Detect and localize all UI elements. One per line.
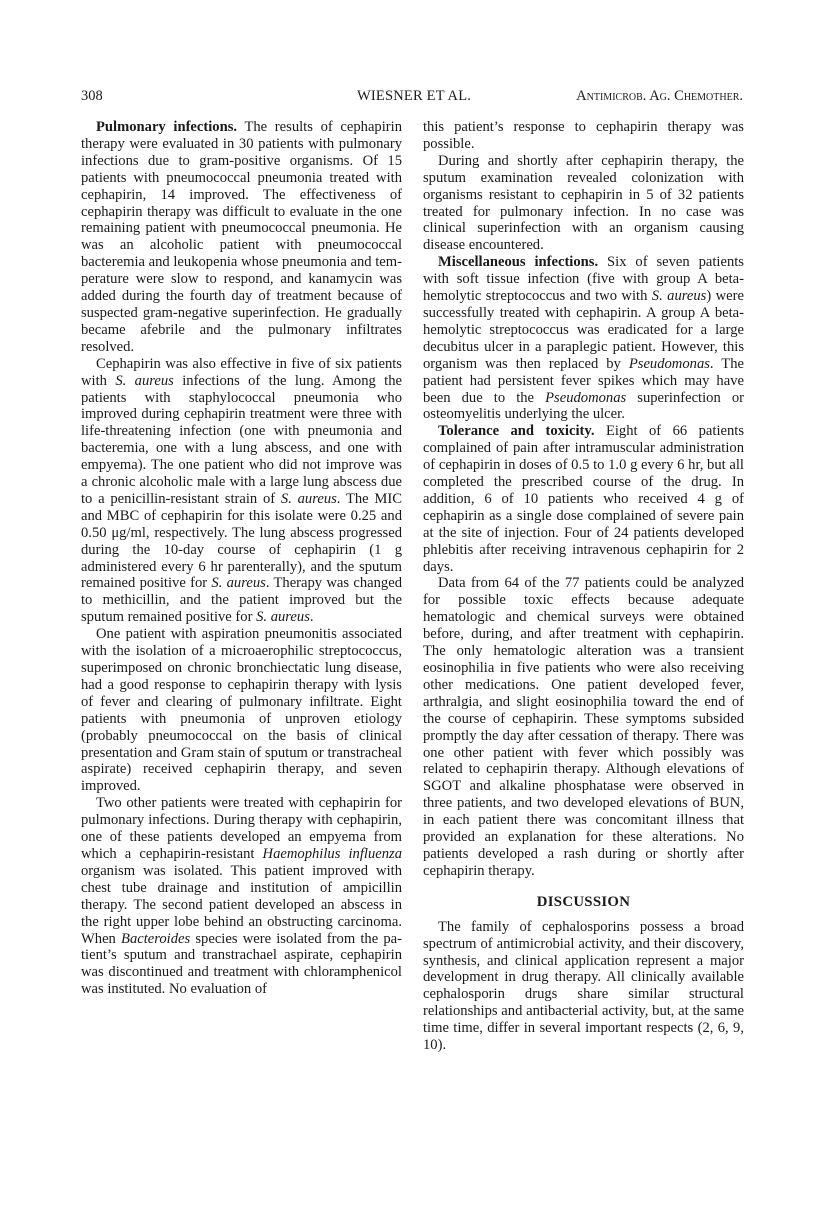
left-column <box>81 119 402 998</box>
organism-name: Pseudomonas <box>545 389 627 406</box>
running-header <box>81 88 743 108</box>
text-span: . The patient had persistent fever spikes which may have been due to the <box>423 355 744 406</box>
section-heading-discussion: DISCUSSION <box>536 893 631 910</box>
text-span: superinfection or osteomyelitis underlying the ulcer. <box>423 389 744 423</box>
organism-name: S. aureus <box>211 575 266 592</box>
text-span: Two other patients were treated with cephapirin for pulmonary infections. During therapy with cephapirin, one of these patients developed an empyema from which a cephapirin-resistant <box>81 795 402 862</box>
organism-name: S. aureus <box>256 609 310 626</box>
text-span: organism was isolated. This patient improved with chest tube drainage and institution of ampicillin therapy. The second patient developed an abscess in the right upper lobe behind an obstructing carcinoma. When <box>81 862 402 947</box>
text-span: ) were successfully treated with cephapirin. A group A beta-hemolytic streptococcus was eradicated for a large decubitus ulcer in a paraplegic patient. However, this organism was then replaced by <box>423 288 744 372</box>
page-number: 308 <box>81 88 103 104</box>
text-span: . Therapy was changed to methicillin, and the patient improved but the sputum remained positive for <box>81 575 402 626</box>
paragraph-miscellaneous-infections <box>423 254 744 423</box>
text-span: Six of seven patients with soft tissue infection (five with group A beta-hemolytic streptococcus and two with <box>423 254 744 305</box>
organism-name: S. aureus <box>280 490 337 507</box>
organism-name: S. aureus <box>115 372 174 389</box>
paragraph-continuation: this patient’s response to cephapirin therapy was possible. <box>423 119 744 152</box>
paragraph-discussion: The family of cephalosporins possess a broad spectrum of antimicrobial activity, and their discovery, synthesis, and clinical application represent a major development in drug therapy. All clinically available cephalosporin drugs share similar structural relationships and antibacterial activity, but, at the same time time, differ in several important respects (2, 6, 9, 10). <box>423 918 744 1054</box>
paragraph-text: The results of cephapirin therapy were evaluated in 30 patients with pulmonary infections due to gram-positive organisms. Of 15 patients with pneumococcal pneumonia treated with cephapirin, 14 improved. The effectiveness of cephapirin therapy was difficult to evaluate in the one remaining patient with pneumococcal pneumonia. He was an alcoholic patient with pneumococcal bacteremia and leukopenia whose pneumonia and temperature were slow to respond, and kanamycin was added during the fourth day of treatment because of suspected gram-negative superinfection. He gradually became afebrile and the pulmonary infiltrates resolved. <box>81 119 402 355</box>
text-span: species were isolated from the patient’s sputum and transtrachael aspirate, cephapirin was discontinued and treatment with chloramphenicol was instituted. No evaluation of <box>81 930 403 998</box>
paragraph-sputum-colonization: During and shortly after cephapirin therapy, the sputum examination revealed colonization with organisms resistant to cephapirin in 5 of 32 patients treated for pulmonary infection. In no case was clinical superinfection with an organism causing disease encountered. <box>423 152 744 254</box>
journal-title: Antimicrob. Ag. Chemother. <box>576 88 743 104</box>
paragraph-other-pulmonary <box>81 795 402 998</box>
paragraph-tolerance-toxicity <box>423 423 744 575</box>
organism-name: Bacteroides <box>121 930 191 947</box>
organism-name: Pseudomonas <box>628 355 710 372</box>
text-span: Cephapirin was also effective in five of six patients with <box>81 355 402 389</box>
run-in-heading: Pulmonary infections. <box>96 119 238 135</box>
text-span: . The MIC and MBC of cephapirin for this isolate were 0.25 and 0.50 μg/ml, respectively. The lung abscess progressed during the 10-day course of cephapirin (1 g administered every 6 hr parenterally), and the sputum remained positive for <box>81 490 402 592</box>
organism-name: Haemophilus influenza <box>262 845 402 862</box>
run-in-heading: Tolerance and toxicity. <box>438 423 595 440</box>
paragraph-toxic-effects-data: Data from 64 of the 77 patients could be analyzed for possible toxic effects because adequate hematologic and chemical surveys were obtained before, during, and after treatment with cephapirin. The only hematologic alteration was a transient eosinophilia in five patients who were also receiving other medications. One patient developed fever, arthralgia, and slight eosinophilia toward the end of the course of cephapirin. These symptoms subsided promptly the day after cessation of therapy. There was one other patient with fever which possibly was related to cephapirin therapy. Although elevations of SGOT and alkaline phosphatase were observed in three patients, and two developed elevations of BUN, in each patient there was concomitant illness that provided an explanation for these alterations. No patients developed a rash during or shortly after cephapirin therapy. <box>423 575 744 879</box>
right-column <box>423 119 744 1054</box>
text-span: infections of the lung. Among the patients with staphylococcal pneumonia who improved during cephapirin treatment were three with life-threatening infection (one with pneumonia and bacteremia, one with a lung abscess, and one with empyema). The one patient who did not improve was a chronic alcoholic male with a large lung abscess due to a penicillin-resistant strain of <box>81 372 403 507</box>
paragraph-text: Eight of 66 patients complained of pain after intramuscular administration of cephapirin in doses of 0.5 to 1.0 g every 6 hr, but all completed the prescribed course of the drug. In addition, 6 of 10 patients who received 4 g of cephapirin as a single dose complained of severe pain at the site of injection. Four of 24 patients developed phlebitis after receiving intravenous cephapirin for 2 days. <box>423 423 745 575</box>
paragraph-s-aureus-lung <box>81 356 402 627</box>
paragraph-aspiration-pneumonitis: One patient with aspiration pneumonitis associated with the isolation of a microaerophilic streptococcus, superimposed on chronic bronchiectatic lung disease, had a good response to cephapirin therapy with lysis of fever and clearing of pulmonary infiltrate. Eight patients with pneumonia of unproven etiology (probably pneumococcal on the basis of clinical presentation and Gram stain of sputum or transtracheal aspirate) received cephapirin therapy, and seven improved. <box>81 626 402 795</box>
run-in-heading: Miscellaneous infections. <box>438 254 599 271</box>
paragraph-pulmonary-infections <box>81 119 402 356</box>
running-authors: WIESNER ET AL. <box>357 88 472 104</box>
text-span: . <box>309 609 314 626</box>
organism-name: S. aureus <box>651 288 707 305</box>
